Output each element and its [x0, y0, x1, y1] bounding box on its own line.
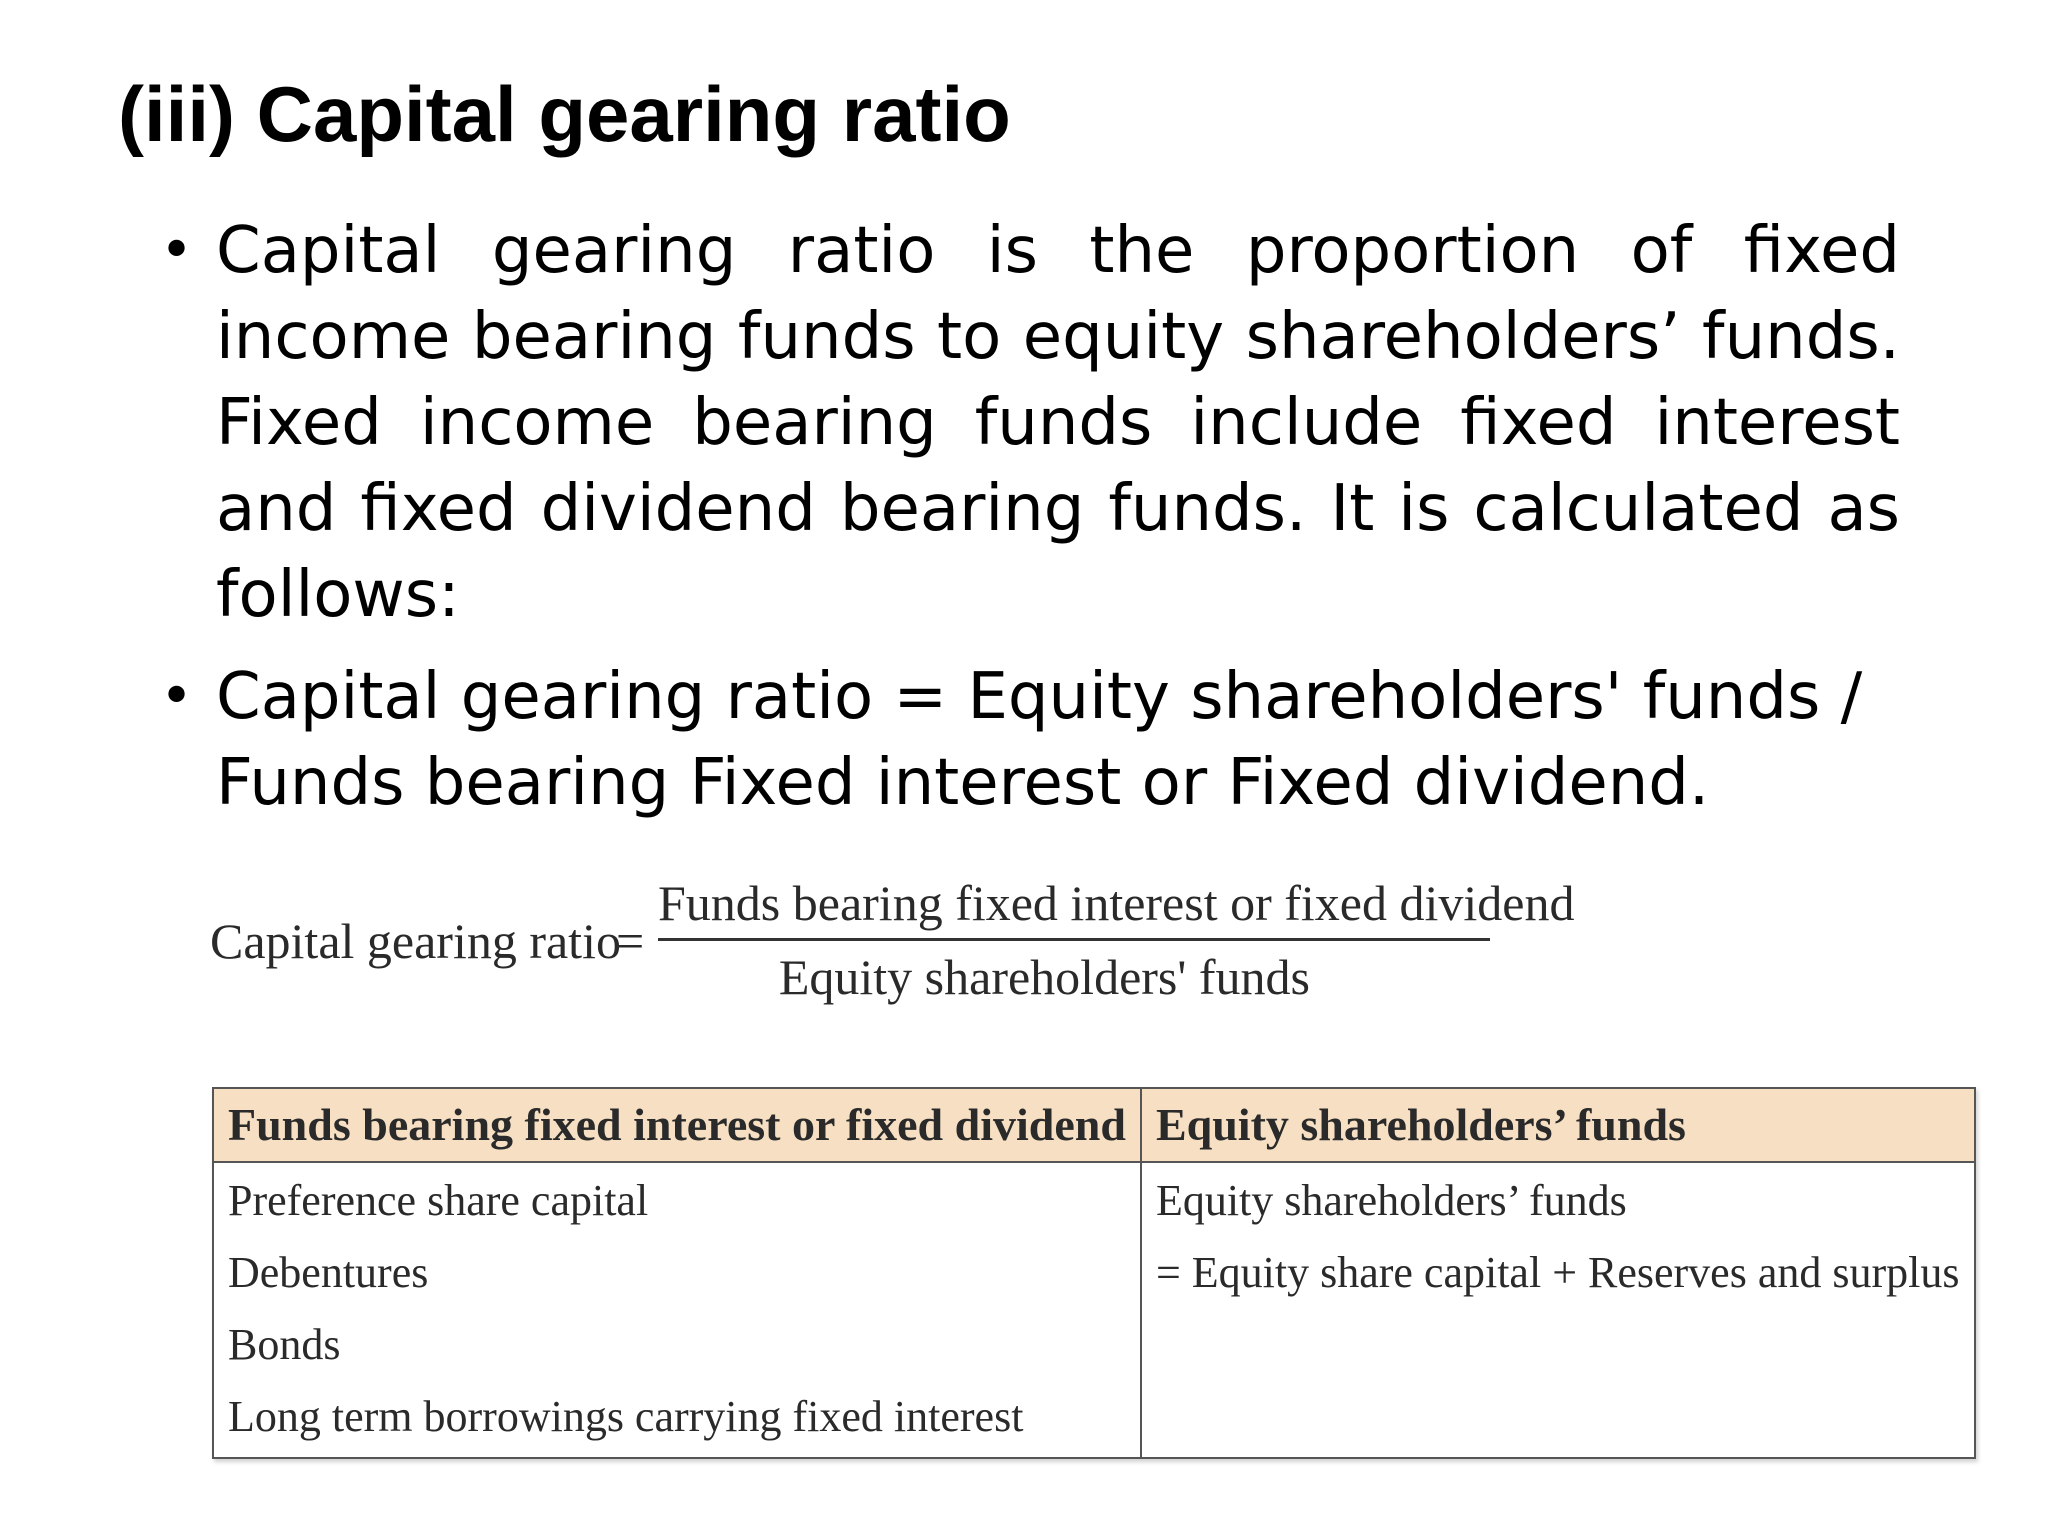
formula-text-line1: Capital gearing ratio = Equity shareholders' funds / — [216, 660, 1863, 734]
formula-denominator: Equity shareholders' funds — [778, 949, 1310, 1005]
table-header-fixed-funds: Funds bearing fixed interest or fixed dividend — [213, 1088, 1141, 1162]
bullet-formula-text — [160, 654, 1900, 826]
formula-image — [210, 870, 1575, 1020]
table-cell-equity-funds — [1141, 1162, 1975, 1458]
formula-fraction — [658, 870, 1575, 1007]
table-cell-fixed-funds — [213, 1162, 1141, 1458]
list-item: Bonds — [228, 1320, 341, 1369]
formula-equals: = — [616, 913, 645, 969]
definition-text: Capital gearing ratio is the proportion of fixed income bearing funds to equity shareholders’ funds. Fixed income bearing funds include fixed interest and fixed dividend bearing funds. It is calculated as follows: — [216, 214, 1900, 632]
list-item: Preference share capital — [228, 1176, 649, 1225]
funds-table — [212, 1087, 1976, 1459]
fraction-bar — [658, 938, 1490, 941]
bullet-definition — [160, 208, 1900, 638]
formula-lhs: Capital gearing ratio — [210, 913, 621, 969]
bullet-dot-icon: • — [160, 664, 194, 729]
formula-numerator: Funds bearing fixed interest or fixed dividend — [658, 875, 1575, 931]
slide-title: (iii) Capital gearing ratio — [118, 70, 1011, 158]
list-item: Equity shareholders’ funds — [1155, 1176, 1627, 1225]
bullet-dot-icon: • — [160, 218, 194, 283]
formula-text-line2: Funds bearing Fixed interest or Fixed dividend. — [216, 746, 1710, 820]
table-header-equity-funds: Equity shareholders’ funds — [1141, 1088, 1975, 1162]
table-header-row — [213, 1088, 1975, 1162]
list-item: Debentures — [228, 1248, 429, 1297]
list-item: Long term borrowings carrying fixed interest — [228, 1392, 1024, 1441]
bullet-list — [160, 208, 1900, 826]
list-item: = Equity share capital + Reserves and surplus — [1155, 1248, 1960, 1297]
table-row — [213, 1162, 1975, 1458]
